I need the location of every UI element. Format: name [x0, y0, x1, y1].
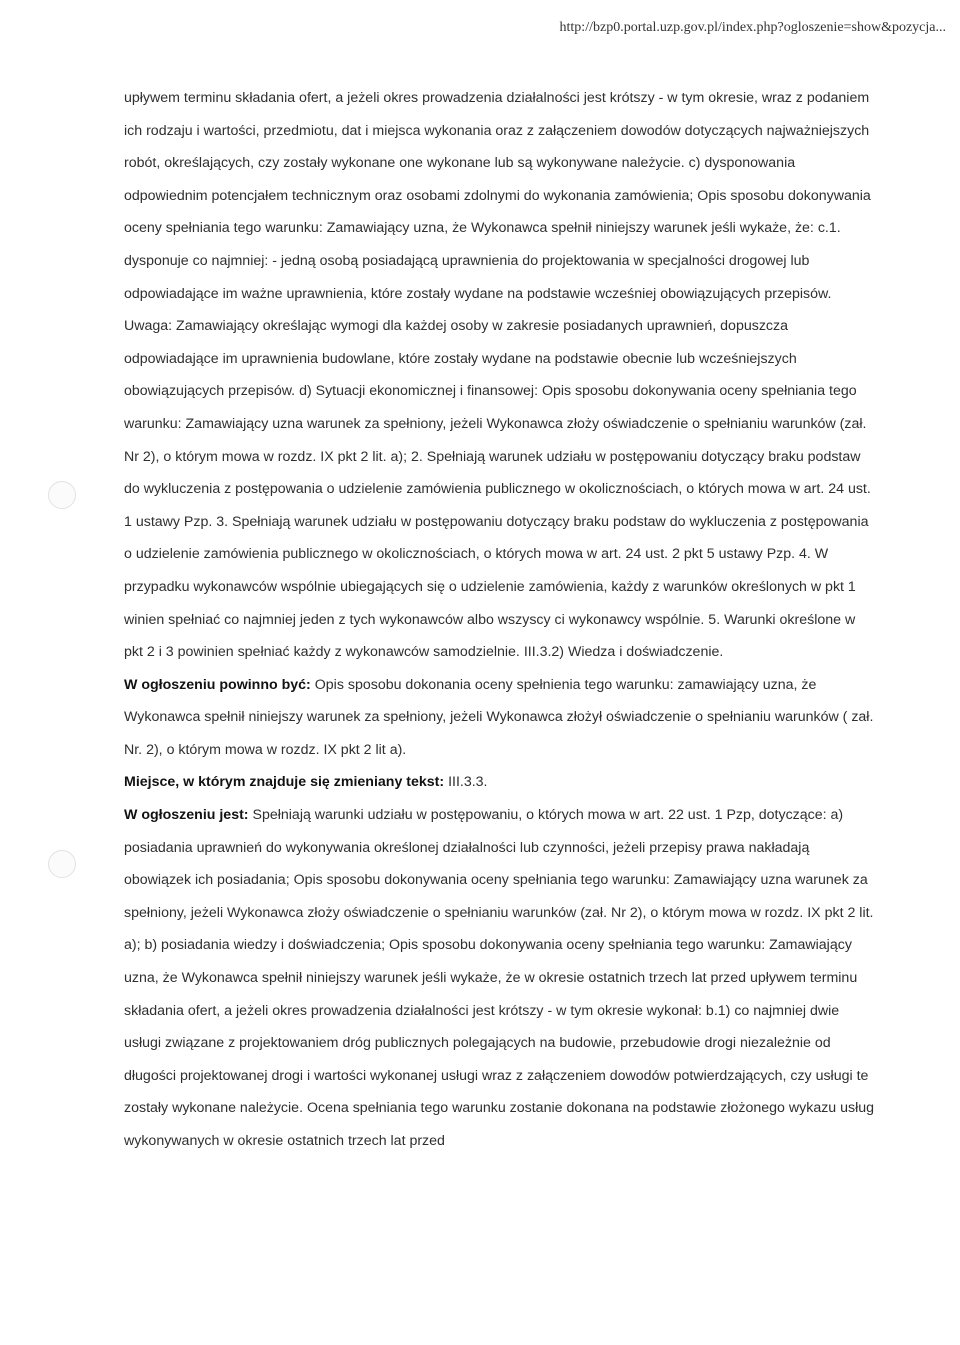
is-text: Spełniają warunki udziału w postępowaniu, o których mowa w art. 22 ust. 1 Pzp, dotyczące: a) posiadania uprawnień do wykonywania określonej działalności lub czynności, jeżeli przepisy prawa nakładają obowiązek ich posiadania; Opis sposobu dokonywania oceny spełniania tego warunku: Zamawiający uzna warunek za spełniony, jeżeli Wykonawca złoży oświadczenie o spełnianiu warunków (zał. Nr 2), o którym mowa w rozdz. IX pkt 2 lit. a); b) posiadania wiedzy i doświadczenia; Opis sposobu dokonywania oceny spełniania tego warunku: Zamawiający uzna, że Wykonawca spełnił niniejszy warunek jeśli wykaże, że w okresie ostatnich trzech lat przed upływem terminu składania ofert, a jeżeli okres prowadzenia działalności jest krótszy - w tym okresie wykonał: b.1) co najmniej dwie usługi związane z projektowaniem dróg publicznych polegających na budowie, przebudowie drogi niezależnie od długości projektowanej drogi i wartości wykonanej usługi wraz z załączeniem dowodów potwierdzających, czy usługi te zostały wykonane należycie. Ocena spełniania tego warunku zostanie dokonana na podstawie złożonego wykazu usług wykonywanych w okresie ostatnich trzech lat przed [124, 807, 875, 1149]
should-be-text: Opis sposobu dokonania oceny spełnienia tego warunku: zamawiający uzna, że Wykonawca spełnił niniejszy warunek za spełniony, jeżeli Wykonawca złożył oświadczenie o spełnianiu warunków ( zał. Nr. 2), o którym mowa w rozdz. IX pkt 2 lit a). [124, 676, 874, 758]
place-text: III.3.3. [444, 774, 488, 791]
intro-text: upływem terminu składania ofert, a jeżeli okres prowadzenia działalności jest krótszy - w tym okresie, wraz z podaniem ich rodzaju i wartości, przedmiotu, dat i miejsca wykonania oraz z załączeniem dowodów dotyczących najważniejszych robót, określających, czy zostały wykonane one wykonane lub są wykonywane należycie. c) dysponowania odpowiednim potencjałem technicznym oraz osobami zdolnymi do wykonania zamówienia; Opis sposobu dokonywania oceny spełniania tego warunku: Zamawiający uzna, że Wykonawca spełnił niniejszy warunek jeśli wykaże, że: c.1. dysponuje co najmniej: - jedną osobą posiadającą uprawnienia do projektowania w specjalności drogowej lub odpowiadające im ważne uprawnienia, które zostały wydane na podstawie wcześniej obowiązujących przepisów. Uwaga: Zamawiający określając wymogi dla każdej osoby w zakresie posiadanych uprawnień, dopuszcza odpowiadające im uprawnienia budowlane, które zostały wydane na podstawie obecnie lub wcześniejszych obowiązujących przepisów. d) Sytuacji ekonomicznej i finansowej: Opis sposobu dokonywania oceny spełniania tego warunku: Zamawiający uzna warunek za spełniony, jeżeli Wykonawca złoży oświadczenie o spełnianiu warunków (zał. Nr 2), o którym mowa w rozdz. IX pkt 2 lit. a); 2. Spełniają warunek udziału w postępowaniu dotyczący braku podstaw do wykluczenia z postępowania o udzielenie zamówienia publicznego w okolicznościach, o których mowa w art. 24 ust. 1 ustawy Pzp. 3. Spełniają warunek udziału w postępowaniu dotyczący braku podstaw do wykluczenia z postępowania o udzielenie zamówienia publicznego w okolicznościach, o których mowa w art. 24 ust. 2 pkt 5 ustawy Pzp. 4. W przypadku wykonawców wspólnie ubiegających się o udzielenie zamówienia, każdy z warunków określonych w pkt 1 winien spełniać co najmniej jeden z tych wykonawców albo wszyscy ci wykonawcy wspólnie. 5. Warunki określone w pkt 2 i 3 powinien spełniać każdy z wykonawców samodzielnie. III.3.2) Wiedza i doświadczenie. [124, 90, 871, 661]
is-paragraph [124, 799, 876, 1158]
is-label: W ogłoszeniu jest: [124, 807, 249, 824]
place-label: Miejsce, w którym znajduje się zmieniany tekst: [124, 774, 445, 791]
intro-paragraph [124, 82, 876, 669]
should-be-label: W ogłoszeniu powinno być: [124, 676, 311, 693]
punch-hole-top [48, 481, 76, 509]
url-header: http://bzp0.portal.uzp.gov.pl/index.php?ogloszenie=show&pozycja... [559, 20, 946, 35]
punch-hole-bottom [48, 850, 76, 878]
document-body [124, 82, 876, 1158]
place-paragraph [124, 766, 876, 799]
should-be-paragraph [124, 669, 876, 767]
